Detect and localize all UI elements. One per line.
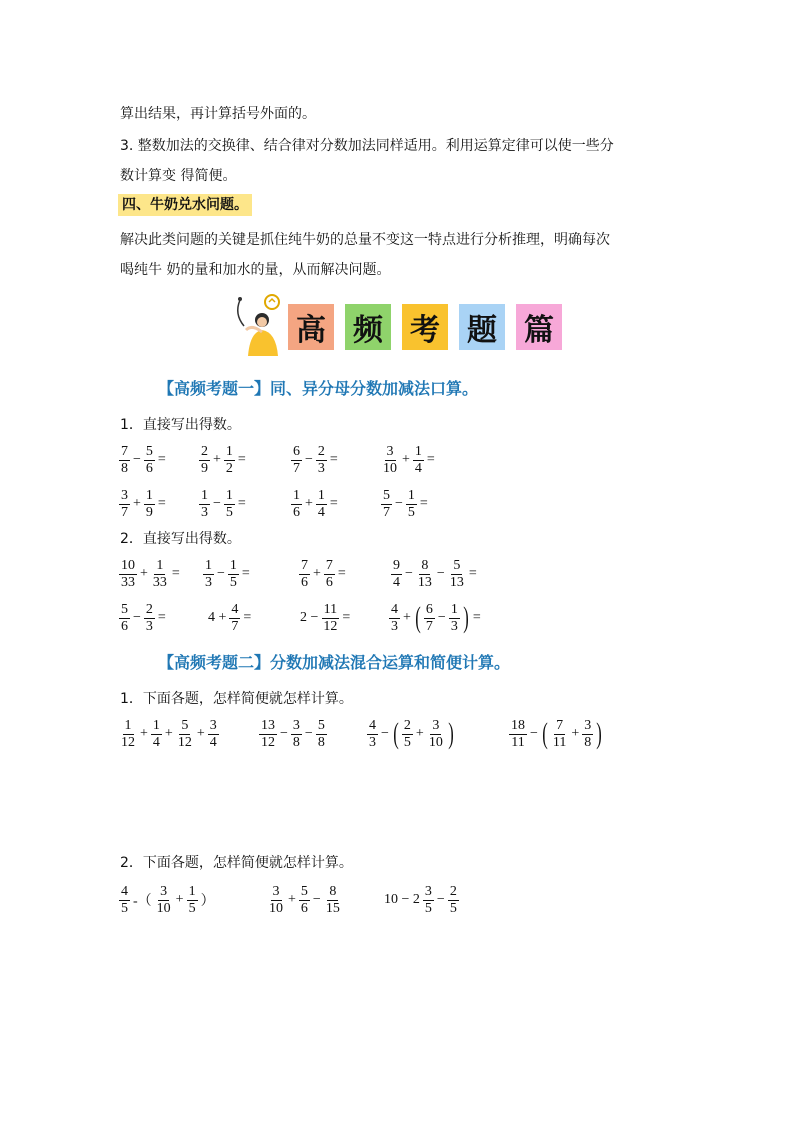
banner-tile-2: 频 [345,304,391,350]
fraction: 5 6 [121,601,128,634]
fraction: 4 5 [121,883,128,916]
math-expression [118,484,168,524]
operator: + [288,892,296,907]
math-expression [380,440,437,480]
operator: = [472,610,481,625]
operator: = [337,566,346,581]
fraction: $\frac{1}{4}$ [152,717,160,750]
teacher-illustration-icon [232,294,288,358]
operator: = [237,452,246,467]
operator: + [133,496,141,511]
math-expression [206,598,253,638]
fraction: $\frac{1}{33}$ [152,557,167,590]
operator: − [436,892,445,907]
fraction: $\frac{3}{10}$ [428,717,443,750]
math-expression [118,440,168,480]
operator: = [157,496,166,511]
fraction: $\frac{4}{7}$ [231,601,239,634]
operator: + [313,566,321,581]
fraction: $\frac{2}{5}$ [449,883,457,916]
fraction: $\frac{3}{8}$ [584,717,592,750]
operator: + [196,726,205,741]
operator: = [171,566,180,581]
fraction: 1 3 [201,487,208,520]
math-expression [508,714,604,754]
operator: = [237,496,246,511]
operator: − [304,726,313,741]
operator: − [305,452,313,467]
operator: + [140,726,148,741]
fraction: 3 10 [269,883,283,916]
operator: − [381,726,389,741]
fraction: 7 11 [552,717,567,750]
operator: 10 − 2 [384,892,420,907]
fraction: $\frac{1}{9}$ [145,487,153,520]
parenthesis: ) [448,717,454,750]
math-expression [118,554,182,594]
operator: + [305,496,313,511]
operator: + [213,452,221,467]
fraction: 2 5 [403,717,411,750]
fraction: 3 5 [424,883,432,916]
fraction: $\frac{1}{5}$ [229,557,237,590]
topic2-q1-title: 1．下面各题，怎样简便就怎样计算。 [120,691,353,707]
fraction: 1 3 [205,557,212,590]
math-expression [118,714,220,754]
fraction: 1 12 [121,717,135,750]
topic2-q2-title: 2．下面各题，怎样简便就怎样计算。 [120,855,353,871]
math-expression [380,484,430,524]
operator: = [157,452,166,467]
fraction: 6 7 [425,601,433,634]
operator: − [405,566,413,581]
math-expression [118,598,168,638]
operator: − [312,892,321,907]
intro-line-1: 算出结果，再计算括号外面的。 [120,106,316,122]
fraction: 2 9 [201,443,208,476]
operator: = [243,610,252,625]
fraction: 3 10 [156,883,171,916]
banner [232,294,572,358]
fraction: $\frac{5}{6}$ [145,443,153,476]
operator: − [280,726,288,741]
fraction: 7 8 [121,443,128,476]
section4-heading: 四、牛奶兑水问题。 [118,194,252,216]
operator: − [395,496,403,511]
operator: = [329,452,338,467]
operator: + [140,566,148,581]
fraction: $\frac{1}{3}$ [450,601,458,634]
math-expression [298,598,352,638]
operator: ） [200,894,215,909]
parenthesis: ( [393,717,399,750]
fraction: 10 33 [121,557,135,590]
math-expression [258,714,328,754]
operator: + [402,452,410,467]
fraction: $\frac{5}{13}$ [449,557,464,590]
math-expression [390,554,479,594]
topic1-q2-title: 2．直接写出得数。 [120,531,241,547]
math-expression [266,880,343,920]
fraction: $\frac{1}{5}$ [407,487,415,520]
topic2-title: 【高频考题二】分数加减法混合运算和简便计算。 [158,653,511,672]
fraction: $\frac{3}{4}$ [209,717,217,750]
fraction: $\frac{1}{5}$ [188,883,196,916]
operator: = [468,566,477,581]
topic1-title: 【高频考题一】同、异分母分数加减法口算。 [158,379,479,398]
fraction: 9 4 [393,557,400,590]
operator: − [133,610,141,625]
parenthesis: ) [596,717,603,750]
operator: + [164,726,173,741]
fraction: $\frac{1}{4}$ [317,487,325,520]
fraction: $\frac{2}{3}$ [317,443,325,476]
operator: = [329,496,338,511]
operator: 4 + [208,610,227,625]
fraction: $\frac{5}{12}$ [177,717,192,750]
banner-tile-1: 高 [288,304,334,350]
math-expression [198,484,248,524]
intro-line-3: 数计算变 得简便。 [120,168,237,184]
math-expression [388,598,483,638]
operator: = [426,452,435,467]
parenthesis: ( [542,717,548,750]
fraction: $\frac{3}{8}$ [292,717,300,750]
fraction: $\frac{8}{13}$ [417,557,432,590]
fraction: 3 7 [121,487,128,520]
math-expression [198,440,248,480]
math-expression [298,554,348,594]
banner-tile-3: 考 [402,304,448,350]
fraction: 18 11 [511,717,525,750]
operator: = [157,610,166,625]
fraction: $\frac{5}{8}$ [317,717,325,750]
operator: − [437,610,446,625]
fraction: $\frac{8}{15}$ [325,883,340,916]
operator: − [436,566,445,581]
operator: 2 − [300,610,319,625]
math-expression [366,714,456,754]
operator: = [342,610,351,625]
fraction: $\frac{1}{5}$ [225,487,233,520]
operator: + [571,726,580,741]
fraction: 5 7 [383,487,390,520]
math-expression [290,440,340,480]
fraction: $\frac{1}{4}$ [414,443,422,476]
fraction: 1 6 [293,487,300,520]
fraction: 7 6 [301,557,308,590]
fraction: $\frac{7}{6}$ [325,557,333,590]
fraction: 6 7 [293,443,300,476]
fraction: $\frac{5}{6}$ [300,883,308,916]
fraction: $\frac{1}{2}$ [225,443,233,476]
banner-tile-4: 题 [459,304,505,350]
math-expression [290,484,340,524]
intro-line-2: 3. 整数加法的交换律、结合律对分数加法同样适用。利用运算定律可以使一些分 [120,138,614,154]
operator: + [415,726,424,741]
operator: − [213,496,221,511]
parenthesis: ( [415,601,421,634]
operator: -（ [133,894,152,909]
operator: − [133,452,141,467]
operator: + [175,892,184,907]
math-expression [118,880,217,920]
fraction: 3 10 [383,443,397,476]
operator: − [530,726,538,741]
math-expression [202,554,252,594]
fraction: $\frac{2}{3}$ [145,601,153,634]
fraction: 4 3 [369,717,376,750]
section4-line-2: 喝纯牛 奶的量和加水的量，从而解决问题。 [120,262,391,278]
math-expression [382,880,460,920]
banner-tile-5: 篇 [516,304,562,350]
fraction: 4 3 [391,601,398,634]
operator: − [217,566,225,581]
operator: + [403,610,411,625]
operator: = [241,566,250,581]
parenthesis: ) [463,601,469,634]
fraction: $\frac{11}{12}$ [323,601,338,634]
fraction: 13 12 [261,717,275,750]
topic1-q1-title: 1．直接写出得数。 [120,417,241,433]
operator: = [419,496,428,511]
section4-line-1: 解决此类问题的关键是抓住纯牛奶的总量不变这一特点进行分析推理，明确每次 [120,232,610,248]
